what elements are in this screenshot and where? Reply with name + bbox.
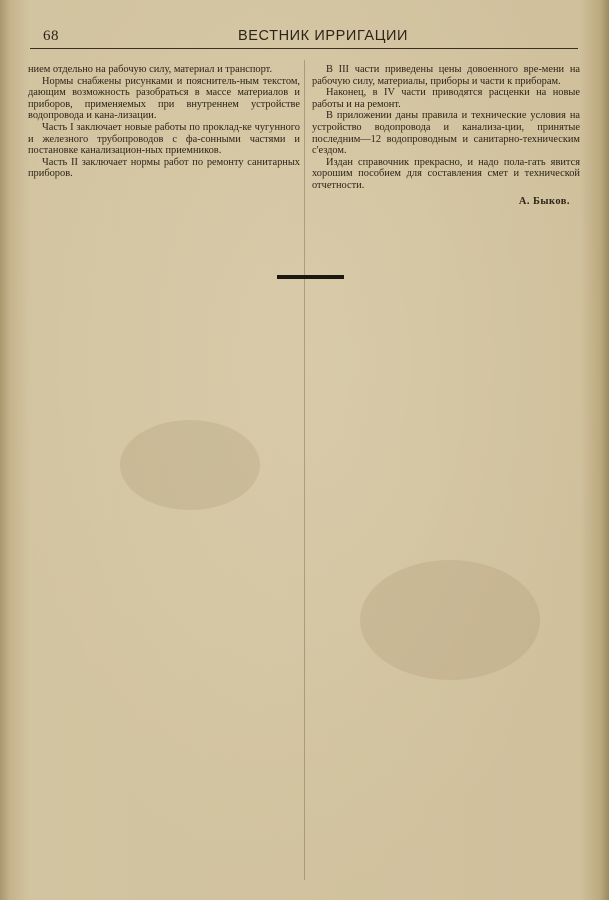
right-column bbox=[312, 64, 580, 207]
right-paragraph-4: Издан справочник прекрасно, и надо пола-гать явится хорошим пособием для составления смет и технической отчетности. bbox=[312, 156, 580, 191]
left-column bbox=[28, 64, 300, 180]
header-rule bbox=[30, 48, 578, 49]
right-paragraph-3: В приложении даны правила и технические условия на устройство водопровода и канализа-ции, принятые последним—12 водопроводным и санитарно-техническим с'ездом. bbox=[312, 110, 580, 157]
author-signature: А. Быков. bbox=[518, 195, 570, 207]
column-divider bbox=[304, 60, 305, 880]
page-number: 68 bbox=[43, 28, 59, 44]
left-paragraph-4: Часть II заключает нормы работ по ремонту санитарных приборов. bbox=[28, 156, 300, 180]
paper-stain bbox=[120, 420, 260, 510]
journal-title: ВЕСТНИК ИРРИГАЦИИ bbox=[238, 28, 409, 44]
page-header bbox=[30, 26, 578, 48]
paper-stain bbox=[360, 560, 540, 680]
section-separator bbox=[277, 275, 344, 279]
right-paragraph-1: В III части приведены цены довоенного вре-мени на рабочую силу, материалы, приборы и части к приборам. bbox=[312, 64, 580, 87]
left-paragraph-2: Нормы снабжены рисунками и пояснитель-ным текстом, дающим возможность разобраться в массе материалов и приборов, применяемых при внутреннем устройстве водопровода и кана-лизации. bbox=[28, 75, 300, 122]
left-paragraph-1: нием отдельно на рабочую силу, материал и транспорт. bbox=[28, 64, 273, 75]
right-paragraph-2: Наконец, в IV части приводятся расценки на новые работы и на ремонт. bbox=[312, 87, 580, 110]
left-paragraph-3: Часть I заключает новые работы по проклад-ке чугунного и железного трубопроводов с фа-сонными частями и постановке канализацион-ных приемников. bbox=[28, 121, 300, 157]
